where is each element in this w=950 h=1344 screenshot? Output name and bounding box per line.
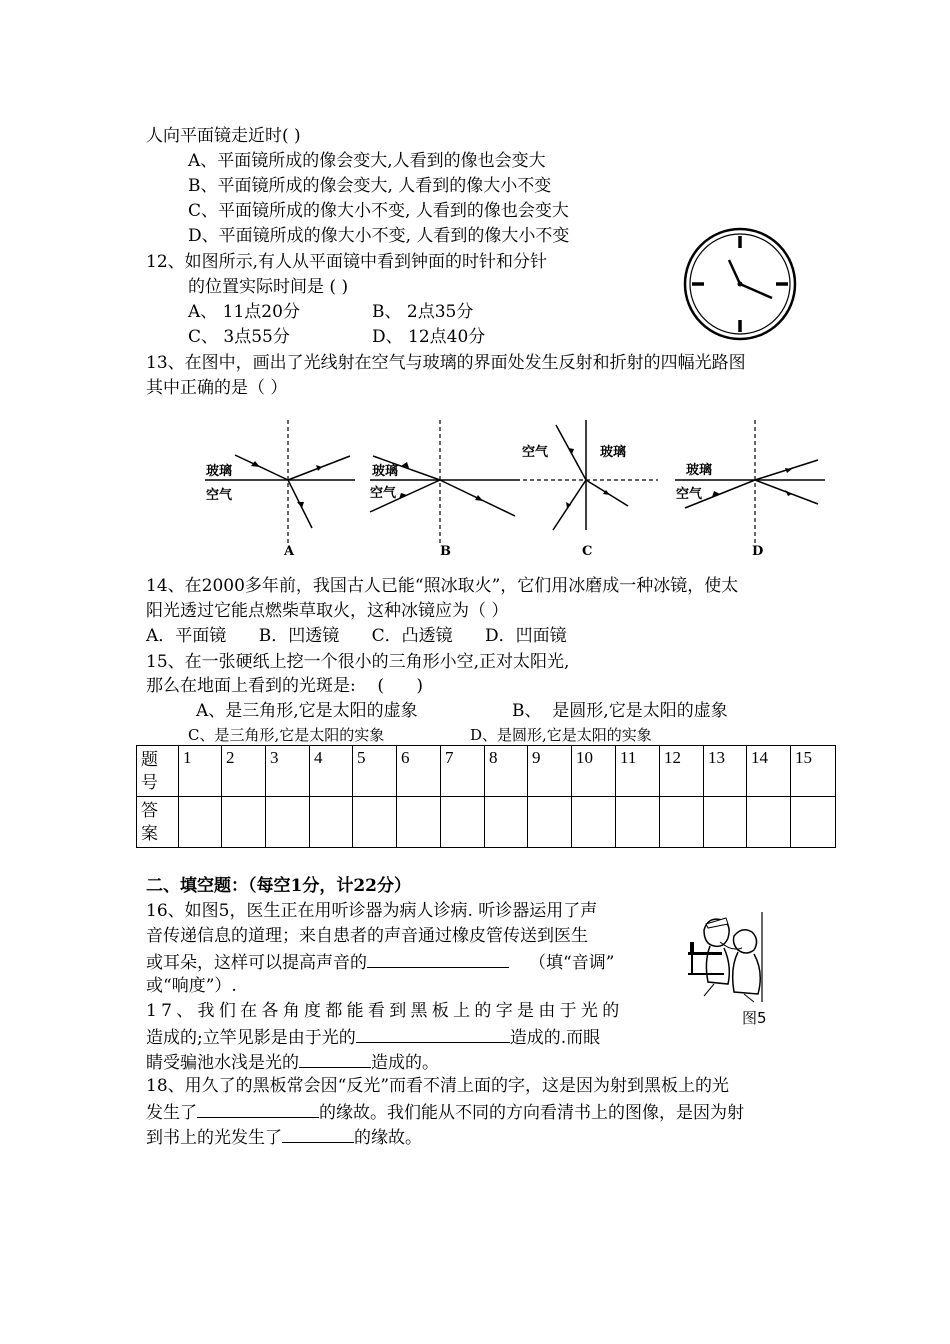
q16-line-3-text: 或耳朵，这样可以提高声音的 [146, 953, 367, 973]
question-number-cell: 4 [310, 746, 353, 797]
q18-line-2-text: 发生了 [146, 1103, 197, 1123]
question-number-cell: 10 [572, 746, 616, 797]
q16-line-3 [146, 949, 614, 975]
q12-option-a: A、 11点20分 [188, 302, 300, 322]
question-number-cell: 3 [266, 746, 310, 797]
diagram-b-top-label: 玻璃 [372, 464, 399, 479]
q14-line-2: 阳光透过它能点燃柴草取火，这种冰镜应为（ ） [146, 601, 509, 621]
q11-option-b: B、平面镜所成的像会变大, 人看到的像大小不变 [188, 176, 552, 196]
light-path-diagram-c [518, 420, 668, 550]
diagram-b-bottom-label: 空气 [370, 486, 397, 501]
section-2-title: 二、填空题：（每空1分，计22分） [146, 876, 411, 896]
diagram-d-letter: D [752, 544, 764, 559]
question-number-cell: 7 [441, 746, 485, 797]
answer-cell[interactable] [179, 797, 222, 848]
q18-line-3 [146, 1124, 422, 1150]
q17-line-2-text: 造成的;立竿见影是由于光的 [146, 1028, 356, 1048]
answer-cell[interactable] [222, 797, 266, 848]
question-number-cell: 14 [747, 746, 791, 797]
q15-line-2: 那么在地面上看到的光斑是: ( ) [146, 676, 424, 696]
q12-stem-1: 12、如图所示,有人从平面镜中看到钟面的时针和分针 [146, 252, 548, 272]
diagram-a-top-label: 玻璃 [206, 464, 233, 479]
q11-option-c: C、平面镜所成的像大小不变, 人看到的像也会变大 [188, 201, 569, 221]
diagram-d-bottom-label: 空气 [676, 487, 703, 502]
diagram-c-top-label: 空气 [522, 445, 549, 460]
q17-line-2-tail: 造成的.而眼 [509, 1028, 601, 1048]
diagram-b-letter: B [440, 544, 451, 559]
question-number-cell: 13 [704, 746, 747, 797]
question-number-cell: 11 [616, 746, 660, 797]
q13-stem-2: 其中正确的是（ ） [146, 378, 288, 398]
question-number-cell: 5 [353, 746, 397, 797]
answer-cell[interactable] [747, 797, 791, 848]
q17-line-2 [146, 1024, 600, 1050]
q15-line-1: 15、在一张硬纸上挖一个很小的三角形小空,正对太阳光, [146, 652, 570, 672]
q16-line-1: 16、如图5，医生正在用听诊器为病人诊病. 听诊器运用了声 [146, 901, 598, 921]
answer-table [136, 745, 836, 848]
answer-cell[interactable] [616, 797, 660, 848]
q11-stem: 人向平面镜走近时( ) [146, 126, 301, 146]
q12-option-c: C、 3点55分 [188, 327, 290, 347]
q17-blank-1[interactable] [356, 1024, 510, 1043]
answer-cell[interactable] [485, 797, 528, 848]
q14-options: A．平面镜 B．凹透镜 C．凸透镜 D．凹面镜 [146, 626, 567, 646]
q11-option-a: A、平面镜所成的像会变大,人看到的像也会变大 [188, 151, 546, 171]
answer-cell[interactable] [266, 797, 310, 848]
q18-line-3-text: 到书上的光发生了 [146, 1128, 282, 1148]
q18-line-2-tail: 的缘故。我们能从不同的方向看清书上的图像，是因为射 [319, 1103, 744, 1123]
answer-cell[interactable] [441, 797, 485, 848]
doctor-stethoscope-icon [684, 912, 770, 1002]
answer-cell[interactable] [528, 797, 572, 848]
diagram-c-letter: C [582, 544, 593, 559]
q15-option-b: B、 是圆形,它是太阳的虚象 [512, 701, 728, 721]
q15-option-d: D、是圆形,它是太阳的实象 [470, 726, 652, 744]
answer-cell[interactable] [660, 797, 704, 848]
q12-option-b: B、 2点35分 [372, 302, 474, 322]
answer-cell[interactable] [397, 797, 441, 848]
table-header-answer: 答 案 [137, 797, 179, 848]
q18-line-1: 18、用久了的黑板常会因“反光”而看不清上面的字，这是因为射到黑板上的光 [146, 1076, 730, 1096]
q17-line-3 [146, 1049, 439, 1075]
question-number-cell: 1 [179, 746, 222, 797]
question-number-cell: 15 [791, 746, 836, 797]
diagram-a-letter: A [284, 544, 295, 559]
question-number-cell: 2 [222, 746, 266, 797]
table-header-number: 题 号 [137, 746, 179, 797]
figure-5-caption: 图5 [742, 1009, 767, 1027]
q15-option-a: A、是三角形,它是太阳的虚象 [196, 701, 418, 721]
mirrored-clock-icon [682, 226, 798, 342]
q18-line-2 [146, 1099, 744, 1125]
q16-blank[interactable] [367, 949, 509, 968]
diagram-a-bottom-label: 空气 [206, 488, 233, 503]
q18-blank-2[interactable] [282, 1124, 354, 1143]
question-number-cell: 6 [397, 746, 441, 797]
q12-stem-2: 的位置实际时间是 ( ) [188, 277, 349, 297]
q13-stem-1: 13、在图中，画出了光线射在空气与玻璃的界面处发生反射和折射的四幅光路图 [146, 353, 746, 373]
q17-line-1: 17、我们在各角度都能看到黑板上的字是由于光的 [146, 1001, 624, 1021]
q12-option-d: D、 12点40分 [372, 327, 486, 347]
answer-cell[interactable] [353, 797, 397, 848]
question-number-cell: 8 [485, 746, 528, 797]
answer-cell[interactable] [791, 797, 836, 848]
question-number-cell: 9 [528, 746, 572, 797]
answer-cell[interactable] [704, 797, 747, 848]
diagram-d-top-label: 玻璃 [686, 463, 713, 478]
answer-cell[interactable] [310, 797, 353, 848]
q16-line-3-hint: （填“音调” [529, 953, 615, 973]
diagram-c-right-label: 玻璃 [600, 445, 627, 460]
q16-line-2: 音传递信息的道理；来自患者的声音通过橡皮管传送到医生 [146, 926, 588, 946]
answer-cell[interactable] [572, 797, 616, 848]
q18-line-3-tail: 的缘故。 [354, 1128, 422, 1148]
q18-blank-1[interactable] [197, 1099, 319, 1118]
q11-option-d: D、平面镜所成的像大小不变, 人看到的像大小不变 [188, 226, 570, 246]
q17-blank-2[interactable] [299, 1049, 371, 1068]
question-number-cell: 12 [660, 746, 704, 797]
q15-option-c: C、是三角形,它是太阳的实象 [188, 726, 385, 744]
q14-line-1: 14、在2000多年前，我国古人已能“照冰取火”，它们用冰磨成一种冰镜，使太 [146, 576, 739, 596]
q17-line-3-tail: 造成的。 [371, 1053, 439, 1073]
q17-line-3-text: 睛受骗池水浅是光的 [146, 1053, 299, 1073]
q16-line-4: 或“响度”）. [146, 976, 237, 996]
